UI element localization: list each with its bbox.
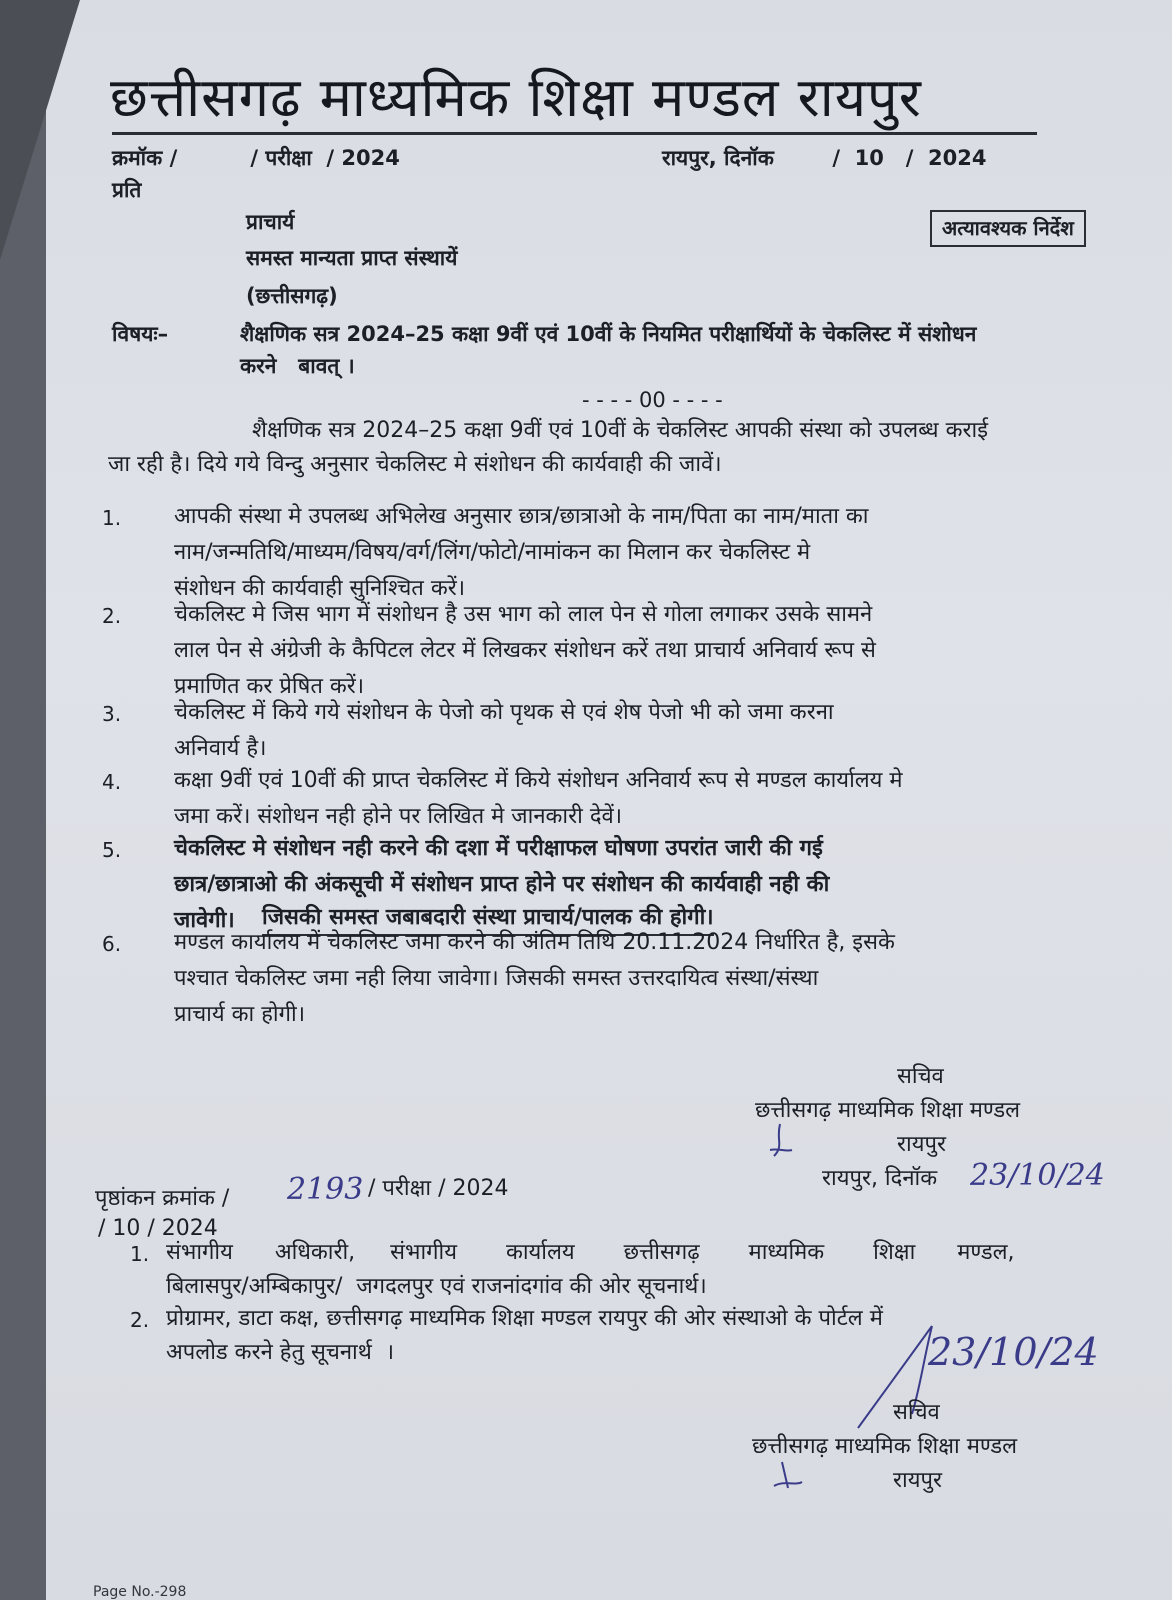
point-line: लाल पेन से अंग्रेजी के कैपिटल लेटर में लिखकर संशोधन करें तथा प्राचार्य अनिवार्य रूप से bbox=[174, 638, 876, 663]
point-number: 6. bbox=[102, 932, 122, 956]
reference-date: रायपुर, दिनॉक / 10 / 2024 bbox=[662, 146, 987, 170]
point-number: 4. bbox=[102, 770, 122, 794]
signatory-org: छत्तीसगढ़ माध्यमिक शिक्षा मण्डल bbox=[755, 1098, 1021, 1123]
point-number: 5. bbox=[102, 838, 122, 862]
endorsement-number-label: 1. bbox=[130, 1242, 150, 1266]
signatory-title: सचिव bbox=[897, 1064, 944, 1089]
endorsement-date: / 10 / 2024 bbox=[98, 1216, 218, 1241]
subject-line-2: करने बावत् । bbox=[240, 354, 355, 378]
endorsement-line: बिलासपुर/अम्बिकापुर/ जगदलपुर एवं राजनांदगांव की ओर सूचनार्थ। bbox=[166, 1274, 707, 1299]
addressee-line-1: प्राचार्य bbox=[246, 210, 295, 234]
signatory-title-2: सचिव bbox=[893, 1400, 940, 1425]
subject-line-1: शैक्षणिक सत्र 2024–25 कक्षा 9वीं एवं 10वीं के नियमित परीक्षार्थियों के चेकलिस्ट में संशोधन bbox=[240, 322, 977, 346]
point-line: कक्षा 9वीं एवं 10वीं की प्राप्त चेकलिस्ट में किये संशोधन अनिवार्य रूप से मण्डल कार्यालय मे bbox=[174, 768, 903, 793]
endorsement-suffix: / परीक्षा / 2024 bbox=[368, 1176, 509, 1201]
point-line: छात्र/छात्राओ की अंकसूची में संशोधन प्राप्त होने पर संशोधन की कार्यवाही नही की bbox=[174, 872, 830, 897]
endorsement-prefix: पृष्ठांकन क्रमांक / bbox=[95, 1186, 230, 1211]
point-line: चेकलिस्ट में किये गये संशोधन के पेजो को पृथक से एवं शेष पेजो भी को जमा करना bbox=[174, 700, 834, 725]
point-number: 2. bbox=[102, 604, 122, 628]
point-line: अनिवार्य है। bbox=[174, 736, 267, 761]
point-line: नाम/जन्मतिथि/माध्यम/विषय/वर्ग/लिंग/फोटो/नामांकन का मिलान कर चेकलिस्ट मे bbox=[174, 540, 811, 565]
separator: - - - - 00 - - - - bbox=[582, 388, 723, 412]
subject-label: विषयः– bbox=[112, 322, 169, 346]
point-number: 3. bbox=[102, 702, 122, 726]
signatory-city-2: रायपुर bbox=[893, 1468, 942, 1493]
point-line: जावेगी। bbox=[174, 908, 235, 933]
initials-scribble bbox=[768, 1456, 808, 1496]
point-line: आपकी संस्था मे उपलब्ध अभिलेख अनुसार छात्र/छात्राओ के नाम/पिता का नाम/माता का bbox=[174, 504, 869, 529]
page-number: Page No.-298 bbox=[93, 1584, 187, 1600]
signatory-org-2: छत्तीसगढ़ माध्यमिक शिक्षा मण्डल bbox=[752, 1434, 1018, 1459]
addressee-line-3: (छत्तीसगढ़) bbox=[246, 284, 338, 308]
point-line: संशोधन की कार्यवाही सुनिश्चित करें। bbox=[174, 576, 466, 601]
signatory-city: रायपुर bbox=[897, 1132, 946, 1157]
point-underlined-text: जिसकी समस्त जबाबदारी संस्था प्राचार्य/पालक की होगी। bbox=[262, 902, 714, 936]
point-line: चेकलिस्ट मे संशोधन नही करने की दशा में परीक्षाफल घोषणा उपरांत जारी की गई bbox=[174, 836, 823, 861]
signatory-date-label: रायपुर, दिनॉक bbox=[822, 1166, 938, 1191]
point-line: प्राचार्य का होगी। bbox=[174, 1002, 306, 1027]
point-number: 1. bbox=[102, 506, 122, 530]
point-line: पश्चात चेकलिस्ट जमा नही लिया जावेगा। जिसकी समस्त उत्तरदायित्व संस्था/संस्था bbox=[174, 966, 819, 991]
letterhead-title: छत्तीसगढ़ माध्यमिक शिक्षा मण्डल रायपुर bbox=[110, 66, 922, 129]
reference-number: क्रमॉक / / परीक्षा / 2024 bbox=[112, 146, 400, 170]
letterhead-rule bbox=[112, 132, 1037, 135]
intro-line-1: शैक्षणिक सत्र 2024–25 कक्षा 9वीं एवं 10वीं के चेकलिस्ट आपकी संस्था को उपलब्ध कराई bbox=[252, 418, 988, 443]
endorsement-line: अपलोड करने हेतु सूचनार्थ । bbox=[166, 1340, 395, 1365]
endorsement-line: संभागीय अधिकारी, संभागीय कार्यालय छत्तीसगढ़ माध्यमिक शिक्षा मण्डल, bbox=[166, 1240, 1015, 1265]
signature-scribble bbox=[762, 1120, 802, 1170]
point-line: चेकलिस्ट मे जिस भाग में संशोधन है उस भाग को लाल पेन से गोला लगाकर उसके सामने bbox=[174, 602, 873, 627]
endorsement-number: 2193 bbox=[287, 1172, 364, 1207]
endorsement-line: प्रोग्रामर, डाटा कक्ष, छत्तीसगढ़ माध्यमिक शिक्षा मण्डल रायपुर की ओर संस्थाओ के पोर्टल में bbox=[166, 1306, 883, 1331]
urgent-badge: अत्यावश्यक निर्देश bbox=[930, 210, 1086, 247]
endorsement-number-label: 2. bbox=[130, 1308, 150, 1332]
handwritten-date: 23/10/24 bbox=[970, 1158, 1105, 1193]
handwritten-date-2: 23/10/24 bbox=[928, 1330, 1099, 1374]
point-line: प्रमाणित कर प्रेषित करें। bbox=[174, 674, 365, 699]
addressee-line-2: समस्त मान्यता प्राप्त संस्थायें bbox=[246, 246, 458, 270]
point-line: जमा करें। संशोधन नही होने पर लिखित मे जानकारी देवें। bbox=[174, 804, 623, 829]
prati-label: प्रति bbox=[112, 178, 142, 202]
intro-line-2: जा रही है। दिये गये विन्दु अनुसार चेकलिस्ट मे संशोधन की कार्यवाही की जावें। bbox=[108, 452, 722, 477]
point-line: मण्डल कार्यालय में चेकलिस्ट जमा करने की अंतिम तिथि 20.11.2024 निर्धारित है, इसके bbox=[174, 930, 895, 955]
